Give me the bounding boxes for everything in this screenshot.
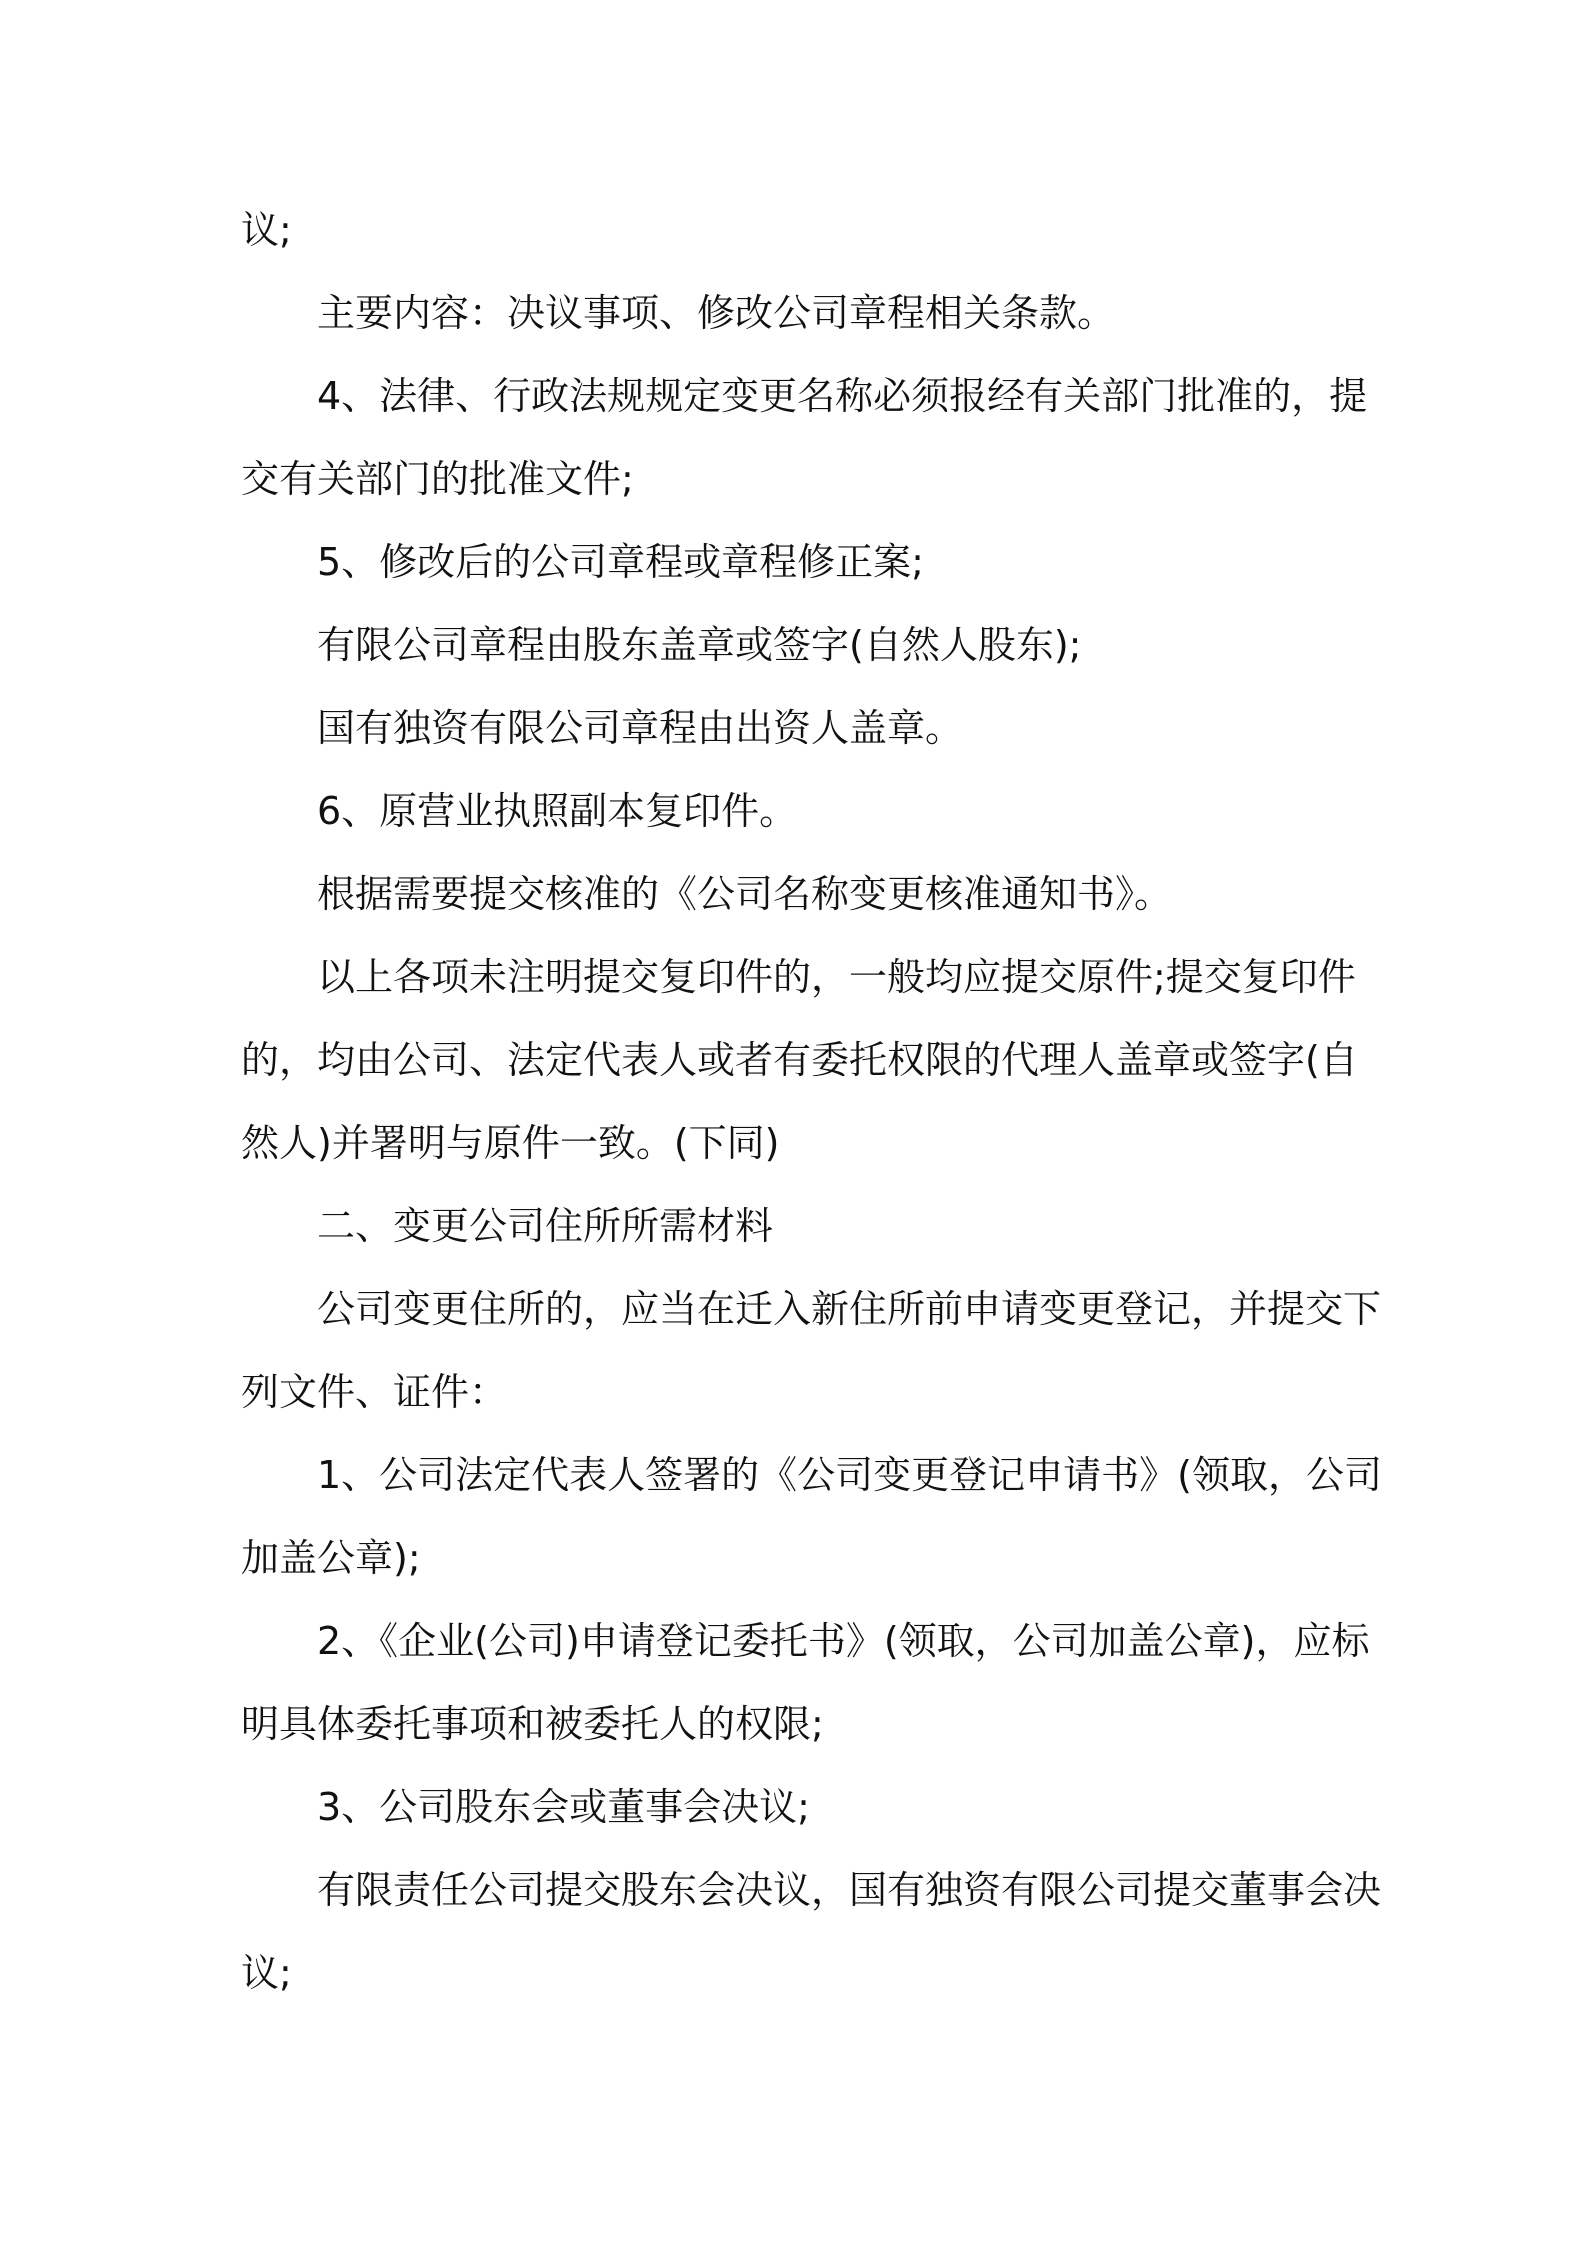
text-line: 国有独资有限公司章程由出资人盖章。 — [317, 706, 964, 750]
text-line: 3、公司股东会或董事会决议; — [317, 1785, 810, 1829]
text-line: 4、法律、行政法规规定变更名称必须报经有关部门批准的，提 — [317, 374, 1368, 418]
text-line: 以上各项未注明提交复印件的，一般均应提交原件;提交复印件 — [317, 955, 1356, 999]
text-line: 然人)并署明与原件一致。(下同) — [241, 1121, 780, 1165]
text-line: 有限公司章程由股东盖章或签字(自然人股东); — [317, 623, 1082, 667]
text-line: 公司变更住所的，应当在迁入新住所前申请变更登记，并提交下 — [317, 1287, 1382, 1331]
text-line: 明具体委托事项和被委托人的权限; — [241, 1702, 824, 1746]
text-line: 6、原营业执照副本复印件。 — [317, 789, 798, 833]
text-line: 5、修改后的公司章程或章程修正案; — [317, 540, 924, 584]
section-heading: 二、变更公司住所所需材料 — [317, 1204, 774, 1248]
text-line: 有限责任公司提交股东会决议，国有独资有限公司提交董事会决 — [317, 1868, 1382, 1912]
text-line: 2、《企业(公司)申请登记委托书》(领取，公司加盖公章)，应标 — [317, 1619, 1370, 1663]
text-line: 议; — [241, 1951, 292, 1995]
text-line: 主要内容：决议事项、修改公司章程相关条款。 — [317, 291, 1116, 335]
text-line: 列文件、证件： — [241, 1370, 508, 1414]
text-line: 交有关部门的批准文件; — [241, 457, 634, 501]
text-line: 1、公司法定代表人签署的《公司变更登记申请书》(领取，公司 — [317, 1453, 1383, 1497]
text-line: 加盖公章); — [241, 1536, 421, 1580]
text-line: 议; — [241, 208, 292, 252]
text-line: 根据需要提交核准的《公司名称变更核准通知书》。 — [317, 872, 1173, 916]
text-line: 的，均由公司、法定代表人或者有委托权限的代理人盖章或签字(自 — [241, 1038, 1358, 1082]
